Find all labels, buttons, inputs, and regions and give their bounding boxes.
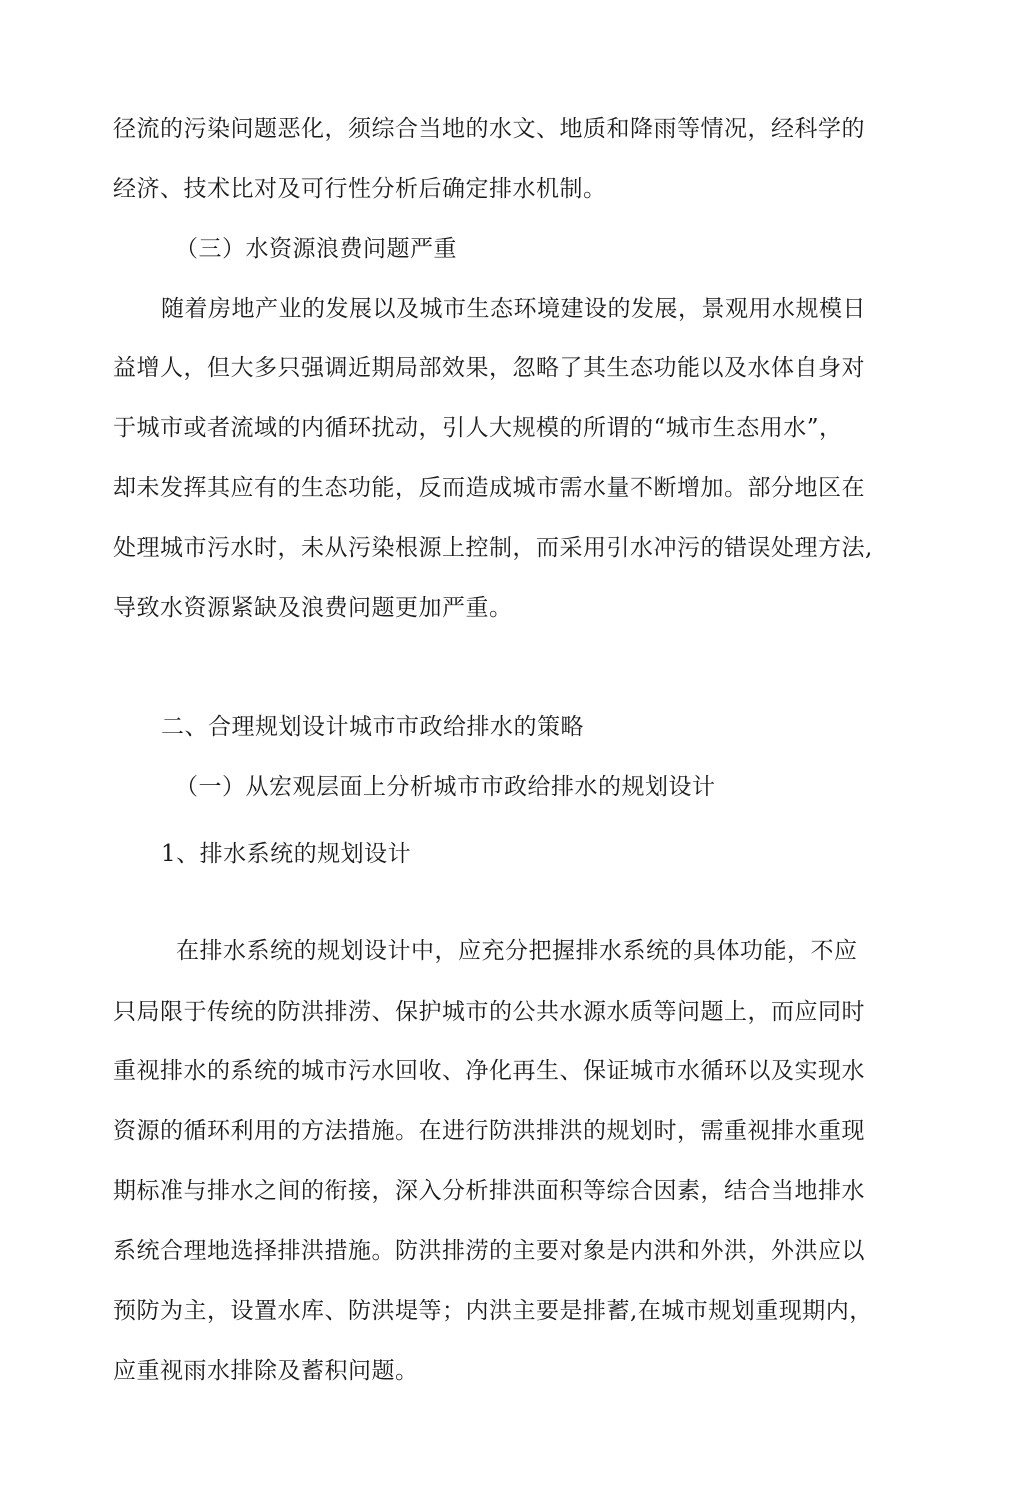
paragraph-line: 系统合理地选择排洪措施。防洪排涝的主要对象是内洪和外洪，外洪应以: [113, 1238, 865, 1264]
paragraph-line: 只局限于传统的防洪排涝、保护城市的公共水源水质等问题上，而应同时: [113, 999, 865, 1025]
paragraph-line: 径流的污染问题恶化，须综合当地的水文、地质和降雨等情况，经科学的: [113, 116, 865, 142]
item-heading-1: 1、排水系统的规划设计: [161, 841, 412, 867]
paragraph-line: 处理城市污水时，未从污染根源上控制，而采用引水冲污的错误处理方法,: [113, 535, 873, 561]
section-heading-3: （三）水资源浪费问题严重: [175, 236, 457, 262]
section-heading-2: 二、合理规划设计城市市政给排水的策略: [161, 714, 584, 740]
paragraph-line: 益增人，但大多只强调近期局部效果，忽略了其生态功能以及水体自身对: [113, 355, 865, 381]
paragraph-line: 于城市或者流域的内循环扰动，引人大规模的所谓的“城市生态用水”，: [113, 415, 843, 441]
paragraph-line: 资源的循环利用的方法措施。在进行防洪排洪的规划时，需重视排水重现: [113, 1118, 865, 1144]
paragraph-line: 预防为主，设置水库、防洪堤等；内洪主要是排蓄,在城市规划重现期内，: [113, 1298, 873, 1324]
paragraph-line: 重视排水的系统的城市污水回收、净化再生、保证城市水循环以及实现水: [113, 1058, 865, 1084]
paragraph-line: 在排水系统的规划设计中，应充分把握排水系统的具体功能，不应: [176, 938, 858, 964]
paragraph-line: 应重视雨水排除及蓄积问题。: [113, 1358, 419, 1384]
paragraph-line: 却未发挥其应有的生态功能，反而造成城市需水量不断增加。部分地区在: [113, 475, 865, 501]
paragraph-line: 导致水资源紧缺及浪费问题更加严重。: [113, 595, 513, 621]
paragraph-line: 期标准与排水之间的衔接，深入分析排洪面积等综合因素，结合当地排水: [113, 1178, 865, 1204]
paragraph-line: 随着房地产业的发展以及城市生态环境建设的发展，景观用水规模日: [161, 296, 866, 322]
paragraph-line: 经济、技术比对及可行性分析后确定排水机制。: [113, 176, 607, 202]
subsection-heading-1: （一）从宏观层面上分析城市市政给排水的规划设计: [175, 774, 716, 800]
